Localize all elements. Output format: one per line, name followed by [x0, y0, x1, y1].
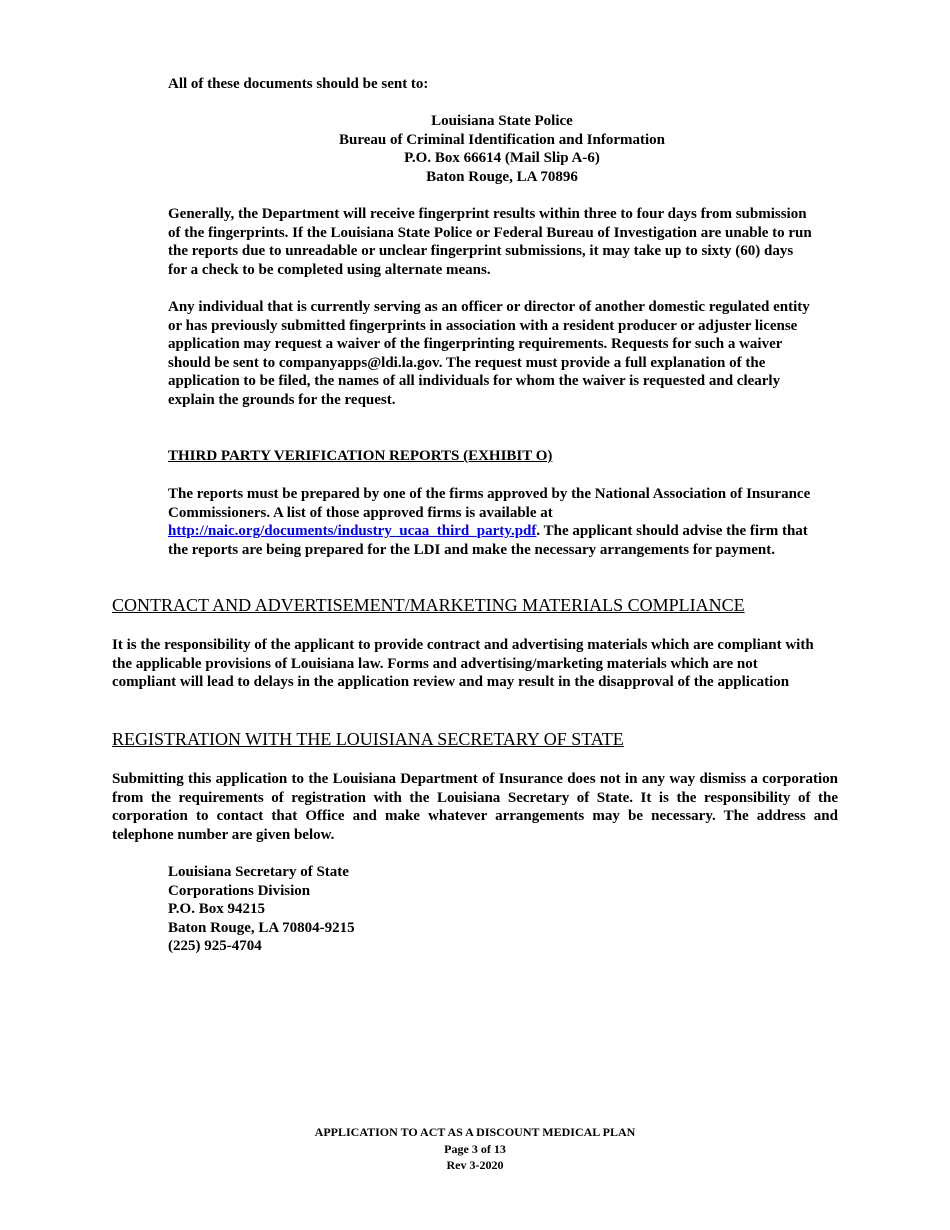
- sos-address-line: (225) 925-4704: [168, 938, 262, 955]
- paragraph-line: Commissioners. A list of those approved firms is available at: [168, 504, 553, 521]
- paragraph-line: Generally, the Department will receive fingerprint results within three to four days from submission: [168, 206, 807, 222]
- paragraph-line: application to be filed, the names of all individuals for whom the waiver is requested and clearly: [168, 373, 781, 390]
- paragraph-line: of the fingerprints. If the Louisiana State Police or Federal Bureau of Investigation are unable to run: [168, 224, 812, 241]
- lsp-address-line: Bureau of Criminal Identification and Information: [339, 131, 665, 148]
- sos-address-line: Louisiana Secretary of State: [168, 864, 349, 880]
- third-party-paragraph: [168, 485, 810, 559]
- paragraph-line: corporation to contact that Office and make whatever arrangements may be necessary. The address and: [112, 808, 838, 825]
- footer-revision: Rev 3-2020: [446, 1158, 504, 1172]
- third-party-heading: THIRD PARTY VERIFICATION REPORTS (EXHIBIT O): [168, 448, 553, 464]
- contract-section-heading: CONTRACT AND ADVERTISEMENT/MARKETING MATERIALS COMPLIANCE: [112, 595, 745, 615]
- paragraph-line: telephone number are given below.: [112, 826, 335, 843]
- sos-address-block: [168, 863, 355, 956]
- sos-address-line: Baton Rouge, LA 70804-9215: [168, 919, 355, 936]
- registration-section-paragraph: [112, 770, 838, 844]
- footer-page-number: Page 3 of 13: [444, 1141, 506, 1156]
- lsp-address-line: Louisiana State Police: [431, 113, 573, 129]
- lsp-address-line: P.O. Box 66614 (Mail Slip A-6): [404, 150, 600, 167]
- paragraph-line: It is the responsibility of the applicant to provide contract and advertising materials which are compliant with: [112, 637, 814, 653]
- paragraph-line: for a check to be completed using alternate means.: [168, 261, 491, 278]
- paragraph-line: or has previously submitted fingerprints in association with a resident producer or adjuster license: [168, 317, 798, 334]
- paragraph-line: the reports due to unreadable or unclear fingerprint submissions, it may take up to sixty (60) days: [168, 243, 794, 260]
- paragraph-line: from the requirements of registration with the Louisiana Secretary of State. It is the responsibility of the: [112, 789, 838, 806]
- lsp-address-line: Baton Rouge, LA 70896: [426, 168, 578, 185]
- paragraph-line: explain the grounds for the request.: [168, 391, 396, 408]
- lsp-address-block: [168, 112, 836, 186]
- paragraph-line: compliant will lead to delays in the application review and may result in the disapproval of the application: [112, 674, 790, 691]
- registration-section-heading: REGISTRATION WITH THE LOUISIANA SECRETARY OF STATE: [112, 729, 624, 749]
- paragraph-line: Any individual that is currently serving as an officer or director of another domestic regulated entity: [168, 299, 810, 315]
- paragraph-line: [168, 522, 810, 541]
- sos-address-line: Corporations Division: [168, 882, 311, 899]
- page-footer: [0, 1124, 950, 1174]
- footer-title: APPLICATION TO ACT AS A DISCOUNT MEDICAL PLAN: [314, 1125, 636, 1139]
- paragraph-line: should be sent to companyapps@ldi.la.gov. The request must provide a full explanation of the: [168, 354, 766, 371]
- sos-address-line: P.O. Box 94215: [168, 901, 265, 918]
- paragraph-line: the applicable provisions of Louisiana law. Forms and advertising/marketing materials which are not: [112, 655, 758, 672]
- fingerprint-results-paragraph: [168, 205, 812, 279]
- paragraph-line: The reports must be prepared by one of the firms approved by the National Association of Insurance: [168, 486, 811, 502]
- paragraph-line: application may request a waiver of the fingerprinting requirements. Requests for such a waiver: [168, 336, 783, 353]
- paragraph-text: . The applicant should advise the firm that: [536, 523, 808, 540]
- naic-third-party-link[interactable]: http://naic.org/documents/industry_ucaa_third_party.pdf: [168, 523, 537, 540]
- waiver-paragraph: [168, 298, 810, 410]
- paragraph-line: Submitting this application to the Louisiana Department of Insurance does not in any way dismiss a corporation: [112, 771, 838, 787]
- intro-text: All of these documents should be sent to:: [168, 76, 429, 92]
- paragraph-line: the reports are being prepared for the LDI and make the necessary arrangements for payment.: [168, 541, 776, 558]
- contract-section-paragraph: [112, 636, 814, 692]
